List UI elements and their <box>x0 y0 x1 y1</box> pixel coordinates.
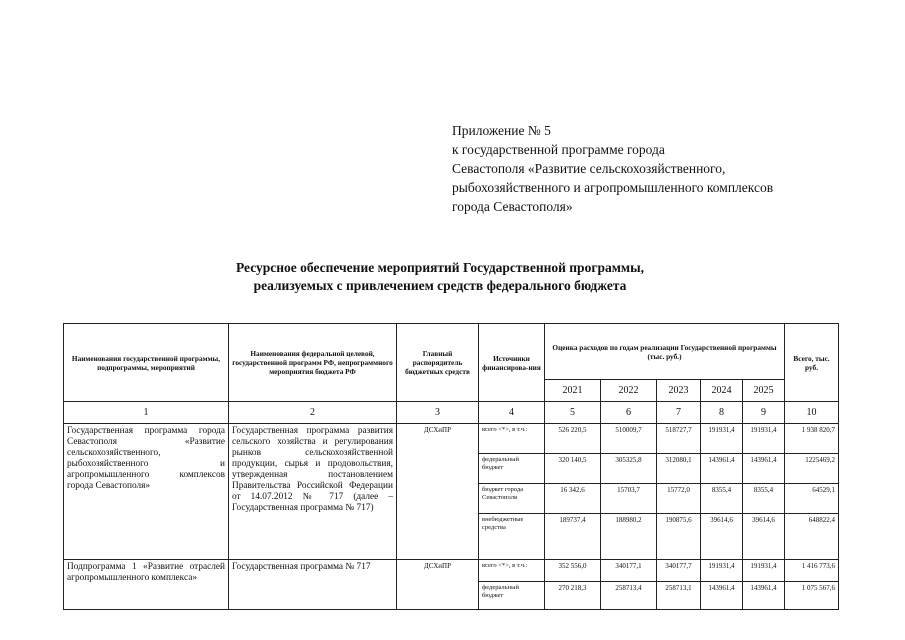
total-cell: 1225469,2 <box>785 454 839 484</box>
source-cell: всего <*>, в т.ч.: <box>479 560 545 582</box>
year-header: 2025 <box>743 380 785 402</box>
column-number: 2 <box>229 402 397 424</box>
header-total: Всего, тыс. руб. <box>785 324 839 402</box>
year-header: 2024 <box>701 380 743 402</box>
value-cell: 189737,4 <box>545 514 601 560</box>
source-cell: федеральный бюджет <box>479 582 545 610</box>
value-cell: 191931,4 <box>701 560 743 582</box>
value-cell: 39614,6 <box>743 514 785 560</box>
column-number: 5 <box>545 402 601 424</box>
value-cell: 39614,6 <box>701 514 743 560</box>
source-cell: федеральный бюджет <box>479 454 545 484</box>
value-cell: 526 220,5 <box>545 424 601 454</box>
column-number: 8 <box>701 402 743 424</box>
header-col1: Наименования государственной программы, подпрограммы, мероприятий <box>64 324 229 402</box>
value-cell: 143961,4 <box>743 454 785 484</box>
value-cell: 188980,2 <box>601 514 657 560</box>
column-number: 1 <box>64 402 229 424</box>
federal-program-cell: Государственная программа № 717 <box>229 560 397 610</box>
source-cell: всего <*>, в т.ч.: <box>479 424 545 454</box>
value-cell: 518727,7 <box>657 424 701 454</box>
total-cell: 648822,4 <box>785 514 839 560</box>
value-cell: 190875,6 <box>657 514 701 560</box>
agency-cell: ДСХиПР <box>397 560 479 610</box>
value-cell: 15703,7 <box>601 484 657 514</box>
column-number: 6 <box>601 402 657 424</box>
header-col4: Источники финансирова-ния <box>479 324 545 402</box>
appendix-line: Севастополя «Развитие сельскохозяйственного, <box>452 161 726 176</box>
appendix-line: к государственной программе города <box>452 142 665 157</box>
year-header: 2023 <box>657 380 701 402</box>
total-cell: 64529,1 <box>785 484 839 514</box>
column-number: 3 <box>397 402 479 424</box>
header-col3: Главный распорядитель бюджетных средств <box>397 324 479 402</box>
source-cell: бюджет города Севастополя <box>479 484 545 514</box>
value-cell: 340177,7 <box>657 560 701 582</box>
appendix-line: Приложение № 5 <box>452 123 551 138</box>
appendix-block <box>452 121 773 216</box>
column-number: 7 <box>657 402 701 424</box>
value-cell: 143961,4 <box>743 582 785 610</box>
total-cell: 1 416 773,6 <box>785 560 839 582</box>
year-header: 2022 <box>601 380 657 402</box>
total-cell: 1 075 567,6 <box>785 582 839 610</box>
document-title <box>150 259 730 295</box>
year-header: 2021 <box>545 380 601 402</box>
value-cell: 143961,4 <box>701 582 743 610</box>
value-cell: 8355,4 <box>701 484 743 514</box>
value-cell: 320 140,5 <box>545 454 601 484</box>
value-cell: 191931,4 <box>701 424 743 454</box>
value-cell: 258713,4 <box>601 582 657 610</box>
value-cell: 191931,4 <box>743 424 785 454</box>
header-estimate: Оценка расходов по годам реализации Государственной программы (тыс. руб.) <box>545 324 785 380</box>
agency-cell: ДСХиПР <box>397 424 479 560</box>
value-cell: 191931,4 <box>743 560 785 582</box>
federal-program-cell: Государственная программа развития сельского хозяйства и регулирования рынков сельскохозяйственной продукции, сырья и продовольствия, утвержденная постановлением Правительства Российской Федерации от 14.07.2012 № 717 (далее – Государственная программа № 717) <box>229 424 397 560</box>
resource-table <box>63 323 839 610</box>
appendix-line: города Севастополя» <box>452 199 573 214</box>
value-cell: 15772,0 <box>657 484 701 514</box>
column-number: 10 <box>785 402 839 424</box>
program-name-cell: Подпрограмма 1 «Развитие отраслей агропромышленного комплекса» <box>64 560 229 610</box>
value-cell: 16 342,6 <box>545 484 601 514</box>
value-cell: 510009,7 <box>601 424 657 454</box>
value-cell: 340177,1 <box>601 560 657 582</box>
appendix-line: рыбохозяйственного и агропромышленного комплексов <box>452 180 774 195</box>
title-line-1: Ресурсное обеспечение мероприятий Государственной программы, <box>235 260 645 275</box>
value-cell: 312080,1 <box>657 454 701 484</box>
program-name-cell: Государственная программа города Севастополя «Развитие сельскохозяйственного, рыбохозяйственного и агропромышленного комплексов города Севастополя» <box>64 424 229 560</box>
column-number: 4 <box>479 402 545 424</box>
value-cell: 8355,4 <box>743 484 785 514</box>
source-cell: внебюджетные средства <box>479 514 545 560</box>
header-col2: Наименования федеральной целевой, государственной программ РФ, непрограммного мероприятия бюджета РФ <box>229 324 397 402</box>
value-cell: 143961,4 <box>701 454 743 484</box>
column-number: 9 <box>743 402 785 424</box>
value-cell: 305325,8 <box>601 454 657 484</box>
value-cell: 352 556,0 <box>545 560 601 582</box>
total-cell: 1 938 820,7 <box>785 424 839 454</box>
value-cell: 258713,1 <box>657 582 701 610</box>
title-line-2: реализуемых с привлечением средств федерального бюджета <box>253 278 627 293</box>
value-cell: 270 218,3 <box>545 582 601 610</box>
